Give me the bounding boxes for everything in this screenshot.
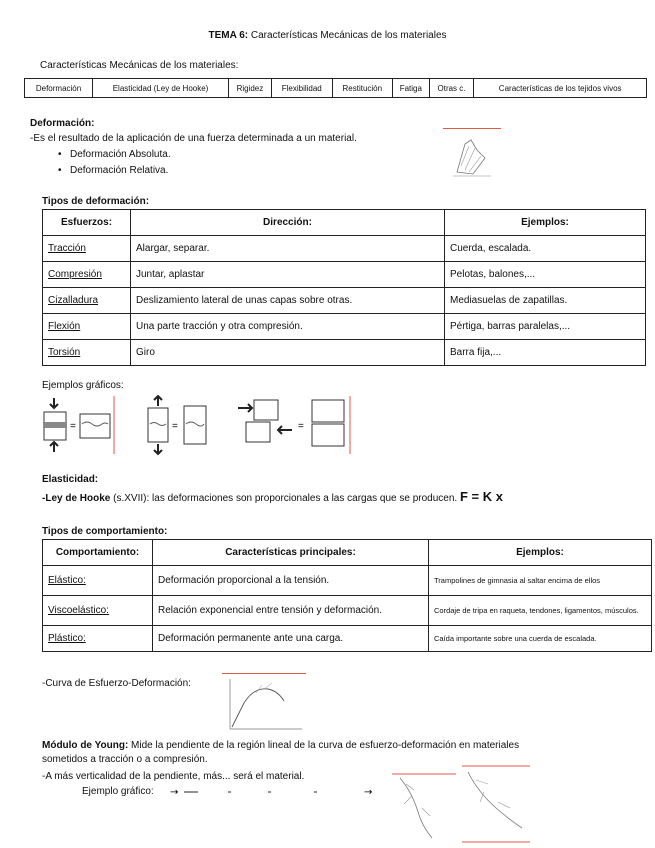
- direccion-cell: Alargar, separar.: [131, 236, 445, 262]
- bullet-item: • Deformación Relativa.: [70, 165, 168, 176]
- category-cell: Deformación: [25, 79, 93, 98]
- elasticidad-heading: Elasticidad:: [42, 474, 99, 485]
- young-definition-cont: sometidos a tracción o a compresión.: [42, 754, 208, 765]
- ejemplo-cell: Mediasuelas de zapatillas.: [445, 288, 646, 314]
- ejemplo-cell: Pértiga, barras paralelas,...: [445, 314, 646, 340]
- table-row: [43, 314, 646, 340]
- categories-table: [24, 78, 647, 98]
- category-cell: Flexibilidad: [271, 79, 332, 98]
- young-example-images: [392, 762, 532, 846]
- direccion-cell: Una parte tracción y otra compresión.: [131, 314, 445, 340]
- svg-text:→: →: [170, 787, 179, 798]
- ejemplo-cell: Cordaje de tripa en raqueta, tendones, ligamentos, músculos.: [429, 596, 652, 626]
- category-cell: Otras c.: [429, 79, 474, 98]
- table-row: [43, 340, 646, 366]
- category-cell: Rigidez: [229, 79, 272, 98]
- table-header: Ejemplos:: [429, 540, 652, 566]
- direccion-cell: Deslizamiento lateral de unas capas sobre otras.: [131, 288, 445, 314]
- section-subtitle: Características Mecánicas de los materiales:: [40, 60, 239, 71]
- esfuerzo-cell: Cizalladura: [43, 288, 131, 314]
- svg-text:=: =: [172, 421, 178, 432]
- table-header: Comportamiento:: [43, 540, 153, 566]
- caracteristica-cell: Deformación proporcional a la tensión.: [153, 566, 429, 596]
- tipos-deformacion-table: [42, 209, 646, 366]
- svg-text:→: →: [364, 787, 373, 798]
- svg-text:=: =: [298, 421, 304, 432]
- page-title: TEMA 6: Características Mecánicas de los materiales: [208, 30, 447, 41]
- table-row: [43, 596, 652, 626]
- table-header: Ejemplos:: [445, 210, 646, 236]
- direccion-cell: Juntar, aplastar: [131, 262, 445, 288]
- stress-strain-curve: [222, 673, 306, 735]
- comportamiento-cell: Plástico:: [43, 626, 153, 652]
- comportamiento-cell: Elástico:: [43, 566, 153, 596]
- category-cell: Fatiga: [392, 79, 429, 98]
- table-header: Esfuerzos:: [43, 210, 131, 236]
- ejemplo-cell: Cuerda, escalada.: [445, 236, 646, 262]
- table-row: [43, 236, 646, 262]
- comportamiento-cell: Viscoelástico:: [43, 596, 153, 626]
- deformacion-text: -Es el resultado de la aplicación de una fuerza determinada a un material.: [30, 133, 357, 144]
- curva-label: -Curva de Esfuerzo-Deformación:: [42, 678, 191, 689]
- young-verticality: -A más verticalidad de la pendiente, más... será el material.: [42, 771, 305, 782]
- deformacion-heading: Deformación:: [30, 118, 95, 129]
- stress-examples-diagram: [40, 394, 352, 456]
- table-row: [43, 626, 652, 652]
- ejemplos-graficos-label: Ejemplos gráficos:: [42, 380, 124, 391]
- esfuerzo-cell: Torsión: [43, 340, 131, 366]
- table-row: [43, 262, 646, 288]
- table-row: [43, 288, 646, 314]
- esfuerzo-cell: Tracción: [43, 236, 131, 262]
- category-cell: Elasticidad (Ley de Hooke): [93, 79, 229, 98]
- esfuerzo-cell: Flexión: [43, 314, 131, 340]
- deformation-illustration: [443, 128, 501, 182]
- ejemplo-grafico-label: Ejemplo gráfico:: [82, 786, 154, 797]
- esfuerzo-cell: Compresión: [43, 262, 131, 288]
- bullet-item: • Deformación Absoluta.: [70, 149, 171, 160]
- tipos-comportamiento-heading: Tipos de comportamiento:: [42, 526, 168, 537]
- ejemplo-cell: Pelotas, balones,...: [445, 262, 646, 288]
- caracteristica-cell: Relación exponencial entre tensión y deformación.: [153, 596, 429, 626]
- ejemplo-cell: Caída importante sobre una cuerda de escalada.: [429, 626, 652, 652]
- ejemplo-cell: Barra fija,...: [445, 340, 646, 366]
- category-cell: Características de los tejidos vivos: [474, 79, 647, 98]
- hooke-law: -Ley de Hooke (s.XVII): las deformaciones son proporcionales a las cargas que se producen. F = K x: [42, 489, 503, 504]
- category-cell: Restitución: [332, 79, 392, 98]
- direccion-cell: Giro: [131, 340, 445, 366]
- table-row: [43, 566, 652, 596]
- arrow-dashes: [170, 785, 380, 799]
- tipos-comportamiento-table: [42, 539, 652, 652]
- young-definition: Módulo de Young: Mide la pendiente de la región lineal de la curva de esfuerzo-deformación en materiales: [42, 740, 520, 751]
- hooke-formula: F = K x: [460, 489, 503, 504]
- caracteristica-cell: Deformación permanente ante una carga.: [153, 626, 429, 652]
- svg-text:=: =: [70, 421, 76, 432]
- table-header: Características principales:: [153, 540, 429, 566]
- ejemplo-cell: Trampolines de gimnasia al saltar encima de ellos: [429, 566, 652, 596]
- table-header: Dirección:: [131, 210, 445, 236]
- tipos-deformacion-heading: Tipos de deformación:: [42, 196, 150, 207]
